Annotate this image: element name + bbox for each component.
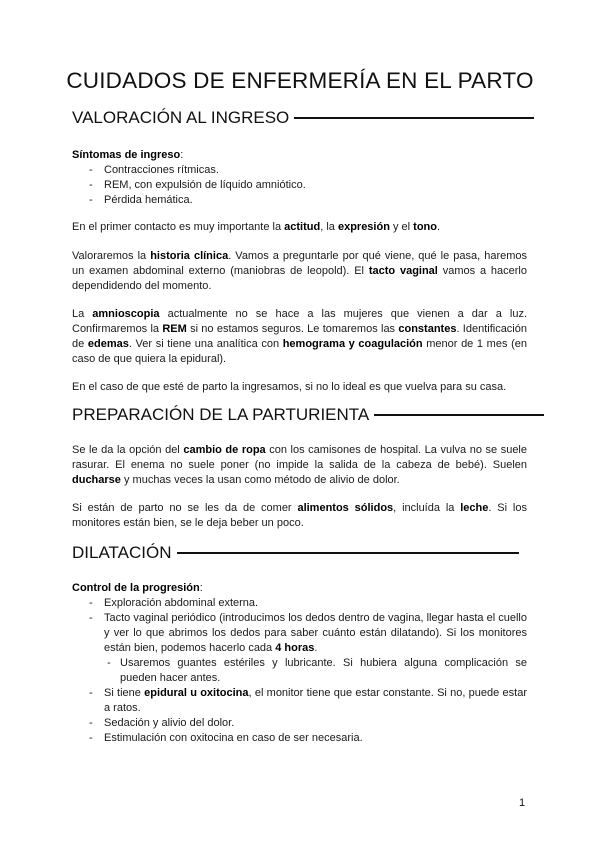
- bold-term: edemas: [87, 338, 129, 350]
- sintomas-list: [72, 163, 527, 208]
- section-heading-preparacion: [72, 405, 544, 425]
- bold-term: constantes: [398, 323, 457, 335]
- text: . Ver si tiene una analítica con: [128, 338, 283, 350]
- bold-term: tacto vaginal: [368, 265, 438, 277]
- paragraph-contacto: [72, 220, 527, 235]
- text: y muchas veces la usan como método de alivio de dolor.: [120, 474, 400, 486]
- bold-term: actitud: [284, 221, 321, 233]
- section-heading-text: VALORACIÓN AL INGRESO: [72, 108, 290, 127]
- bold-term: expresión: [337, 221, 390, 233]
- section-heading-valoracion: [72, 108, 534, 128]
- text: Se le da la opción del: [72, 444, 184, 456]
- bold-term: hemograma y coagulación: [282, 338, 423, 350]
- list-item: [72, 686, 527, 716]
- bold-term: REM: [162, 323, 187, 335]
- list-item: - Sedación y alivio del dolor.: [72, 716, 527, 731]
- list-item: - Estimulación con oxitocina en caso de ser necesaria.: [72, 731, 527, 746]
- control-block: [72, 581, 527, 746]
- text: con los camisones de hospital. La vulva no se suele rasurar. El enema no suele poner (no impide la salida de la cabeza de bebé). Suelen: [72, 444, 527, 471]
- list-item: - Exploración abdominal externa.: [72, 596, 527, 611]
- page-number: 1: [519, 797, 526, 809]
- text: .: [436, 221, 441, 233]
- heading-rule: [177, 552, 519, 553]
- paragraph-ropa: [72, 443, 527, 488]
- bold-term: 4 horas: [275, 642, 315, 654]
- text: .: [314, 642, 318, 654]
- text: , incluída la: [393, 502, 461, 514]
- heading-rule: [294, 117, 534, 118]
- bold-term: amnioscopia: [92, 308, 160, 320]
- control-label: Control de la progresión: [72, 582, 200, 594]
- text: Valoraremos la: [72, 250, 151, 262]
- sintomas-block: [72, 148, 527, 208]
- text: Si están de parto no se les da de comer: [72, 502, 298, 514]
- bold-term: historia clínica: [150, 250, 229, 262]
- text: La: [72, 308, 93, 320]
- sub-list: [72, 656, 527, 686]
- document-title: CUIDADOS DE ENFERMERÍA EN EL PARTO: [66, 68, 534, 93]
- bold-term: alimentos sólidos: [297, 502, 394, 514]
- section-heading-text: DILATACIÓN: [72, 543, 172, 562]
- heading-rule: [374, 414, 544, 415]
- sintomas-label: Síntomas de ingreso: [72, 149, 181, 161]
- text: menor de 1 mes (en caso de que quiera la epidural).: [72, 338, 527, 365]
- bold-term: cambio de ropa: [183, 444, 266, 456]
- text: En el caso de que esté de parto la ingresamos, si no lo ideal es que vuelva para su casa.: [72, 381, 507, 393]
- bold-term: leche: [460, 502, 489, 514]
- control-list: [72, 596, 527, 746]
- text: Tacto vaginal periódico (introducimos los dedos dentro de vagina, llegar hasta el cuello y ver lo que abrimos los dedos para saber cuánto están dilatando). Si los monitores están bien, podemos hacerlo cada: [104, 612, 527, 654]
- section-heading-text: PREPARACIÓN DE LA PARTURIENTA: [72, 405, 370, 424]
- paragraph-ingreso: [72, 380, 527, 395]
- colon: :: [199, 582, 203, 594]
- text: En el primer contacto es muy importante la: [72, 221, 285, 233]
- text: y el: [389, 221, 414, 233]
- list-item: - REM, con expulsión de líquido amniótico.: [72, 178, 527, 193]
- paragraph-amnioscopia: [72, 307, 527, 367]
- text: vamos a hacerlo dependidendo del momento.: [72, 265, 527, 292]
- paragraph-historia: [72, 249, 527, 294]
- section-heading-dilatacion: [72, 543, 519, 563]
- list-item: - Contracciones rítmicas.: [72, 163, 527, 178]
- text: si no estamos seguros. Le tomaremos las: [186, 323, 399, 335]
- text: , la: [320, 221, 338, 233]
- text: actualmente no se hace a las mujeres que vienen a dar a luz. Confirmaremos la: [72, 308, 527, 335]
- text: . Si los monitores están bien, se le deja beber un poco.: [72, 502, 527, 529]
- paragraph-alimentos: [72, 501, 527, 531]
- text: Si tiene: [104, 687, 145, 699]
- text: , el monitor tiene que estar constante. Si no, puede estar a ratos.: [104, 687, 527, 714]
- bold-term: tono: [413, 221, 437, 233]
- list-item: [72, 611, 527, 686]
- bold-term: ducharse: [72, 474, 121, 486]
- text: . Identificación de: [72, 323, 527, 350]
- bold-term: epidural u oxitocina: [144, 687, 249, 699]
- text: . Vamos a preguntarle por qué viene, qué le pasa, haremos un examen abdominal externo (maniobras de leopold). El: [72, 250, 528, 277]
- colon: :: [180, 149, 184, 161]
- list-item: - Usaremos guantes estériles y lubricante. Si hubiera alguna complicación se pueden hacer antes.: [72, 656, 527, 686]
- list-item: - Pérdida hemática.: [72, 193, 527, 208]
